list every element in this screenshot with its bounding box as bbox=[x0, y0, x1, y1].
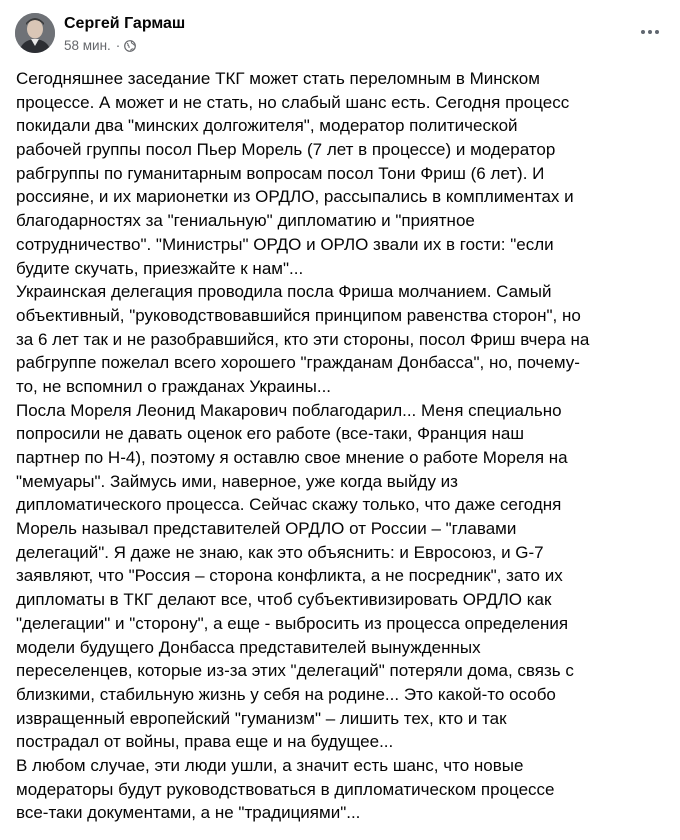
post-text-line: Сегодняшнее заседание ТКГ может стать переломным в Минском bbox=[16, 69, 540, 88]
post-text-line: Морель называл представителей ОРДЛО от России – "главами bbox=[16, 519, 517, 539]
post-text-line: то, не вспомнил о гражданах Украины... bbox=[16, 376, 332, 396]
post-text-line: близкими, стабильную жизнь у себя на родине... Это какой-то особо bbox=[16, 684, 556, 704]
author-name[interactable]: Сергей Гармаш bbox=[64, 15, 186, 32]
post-text-line: делегаций". Я даже не знаю, как это объяснить: и Евросоюз, и G-7 bbox=[16, 542, 544, 562]
post-text-line: попросили не давать оценок его работе (все-таки, Франция наш bbox=[16, 424, 524, 444]
post-text-line: процессе. А может и не стать, но слабый шанс есть. Сегодня процесс bbox=[16, 92, 570, 112]
post-text-line: извращенный европейский "гуманизм" – лишить тех, кто и так bbox=[16, 708, 507, 728]
post-text-line: будите скучать, приезжайте к нам"... bbox=[16, 258, 304, 278]
author-avatar[interactable] bbox=[15, 13, 55, 53]
globe-icon[interactable] bbox=[124, 40, 136, 52]
avatar-photo-icon bbox=[15, 13, 55, 53]
post-text-line: партнер по Н-4), поэтому я оставлю свое мнение о работе Мореля на bbox=[16, 448, 568, 467]
post-text-line: В любом случае, эти люди ушли, а значит есть шанс, что новые bbox=[16, 755, 524, 775]
post-meta bbox=[64, 38, 136, 53]
post-text-line: рабгруппы по гуманитарным вопросам посол Тони Фриш (6 лет). И bbox=[16, 163, 545, 183]
post-text-line: сотрудничество". "Министры" ОРДО и ОРЛО звали их в гости: "если bbox=[16, 234, 554, 254]
more-options-icon-dot bbox=[648, 30, 652, 34]
meta-separator: · bbox=[115, 38, 121, 53]
more-options-icon-dot bbox=[655, 30, 659, 34]
post-text-line: покидали два "минских долгожителя", модератор политической bbox=[16, 116, 518, 136]
post-text-line: Посла Мореля Леонид Макарович поблагодарил... Меня специально bbox=[16, 400, 562, 420]
more-options-icon-dot bbox=[641, 30, 645, 34]
post-text-line: рабочей группы посол Пьер Морель (7 лет в процессе) и модератор bbox=[16, 140, 556, 160]
post-text-line: за 6 лет так и не разобравшийся, кто эти стороны, посол Фриш вчера на bbox=[16, 329, 590, 349]
post-text-line: все-таки документами, а не "традициями"... bbox=[16, 803, 361, 823]
post-text-line: модели будущего Донбасса представителей вынужденных bbox=[16, 637, 481, 657]
post-text-line: объективный, "руководствовавшийся принципом равенства сторон", но bbox=[16, 305, 581, 325]
post-text-line: пострадал от войны, права еще и на будущее... bbox=[16, 732, 394, 752]
post-text-line: "мемуары". Займусь ими, наверное, уже когда выйду из bbox=[16, 471, 458, 491]
post-text-line: заявляют, что "Россия – сторона конфликта, а не посредник", зато их bbox=[16, 566, 563, 586]
post-text-line: модераторы будут руководствоваться в дипломатическом процессе bbox=[16, 779, 555, 799]
post-text-line: рабгруппе пожелал всего хорошего "гражданам Донбасса", но, почему- bbox=[16, 353, 580, 373]
post-text bbox=[16, 67, 676, 825]
post-text-line: благодарностях за "гениальную" дипломатию и "приятное bbox=[16, 211, 475, 231]
post-text-line: переселенцев, которые из-за этих "делегаций" потеряли дома, связь с bbox=[16, 661, 574, 681]
post-timestamp[interactable]: 58 мин. bbox=[64, 38, 111, 53]
post-text-line: "делегации" и "сторону", а еще - выбросить из процесса определения bbox=[16, 613, 569, 633]
post-text-line: россияне, и их марионетки из ОРДЛО, рассыпались в комплиментах и bbox=[16, 187, 574, 207]
post-text-line: дипломаты в ТКГ делают все, чтоб субъективизировать ОРДЛО как bbox=[16, 590, 552, 610]
post-text-line: Украинская делегация проводила посла Фриша молчанием. Самый bbox=[16, 282, 552, 302]
post-text-line: дипломатического процесса. Сейчас скажу только, что даже сегодня bbox=[16, 495, 562, 515]
more-options-button[interactable] bbox=[632, 14, 668, 50]
